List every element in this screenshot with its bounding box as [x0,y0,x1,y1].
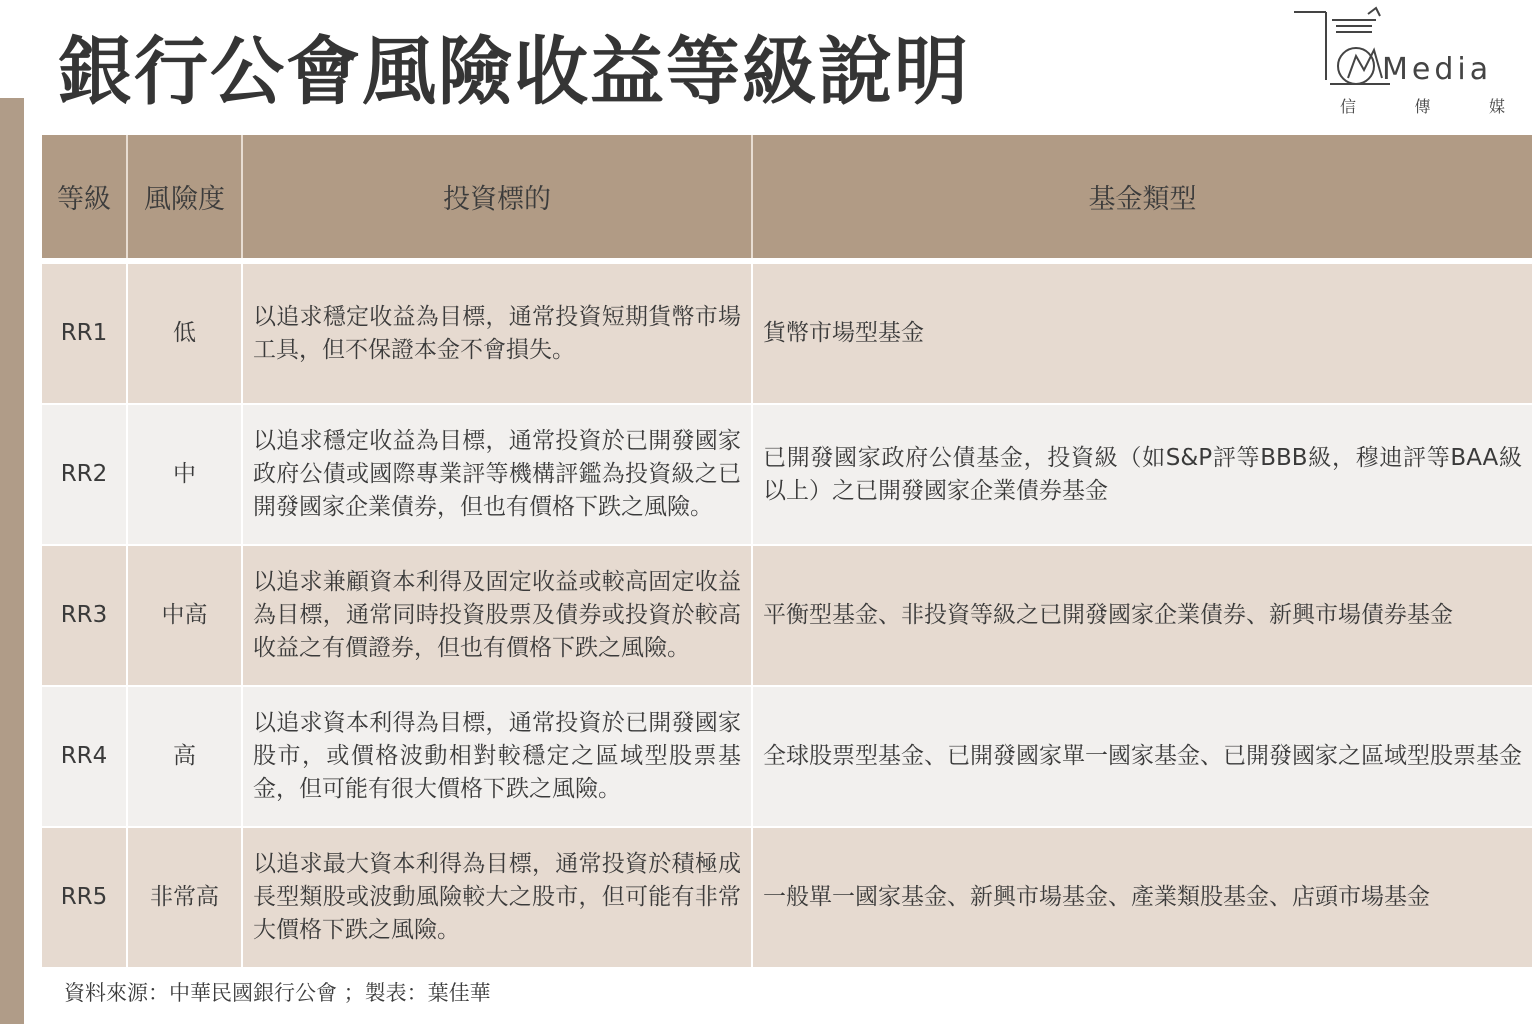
table-row [42,827,1532,968]
target-cell: 以追求兼顧資本利得及固定收益或較高固定收益為目標，通常同時投資股票及債券或投資於較高收益之有價證券，但也有價格下跌之風險。 [242,545,752,686]
logo-subtitle-char: 媒 [1488,97,1505,116]
risk-cell: 低 [127,261,242,404]
risk-cell: 高 [127,686,242,827]
fund-cell: 平衡型基金、非投資等級之已開發國家企業債券、新興市場債券基金 [752,545,1532,686]
table-header-row [42,135,1532,261]
risk-cell: 非常高 [127,827,242,968]
grade-cell: RR3 [42,545,127,686]
brand-logo [1290,4,1520,120]
logo-subtitle-char: 信 [1340,97,1357,116]
logo-wordmark: Media [1382,52,1493,87]
logo-subtitle [1340,96,1505,118]
header-target: 投資標的 [242,135,752,261]
fund-cell: 全球股票型基金、已開發國家單一國家基金、已開發國家之區域型股票基金 [752,686,1532,827]
header-grade: 等級 [42,135,127,261]
grade-cell: RR4 [42,686,127,827]
logo-subtitle-char: 傳 [1414,97,1431,116]
header-fund-type: 基金類型 [752,135,1532,261]
header-risk: 風險度 [127,135,242,261]
target-cell: 以追求穩定收益為目標，通常投資於已開發國家政府公債或國際專業評等機構評鑑為投資級之已開發國家企業債券，但也有價格下跌之風險。 [242,404,752,545]
grade-cell: RR1 [42,261,127,404]
fund-cell: 貨幣市場型基金 [752,261,1532,404]
fund-cell: 已開發國家政府公債基金，投資級（如S&P評等BBB級，穆迪評等BAA級以上）之已開發國家企業債券基金 [752,404,1532,545]
table-row [42,545,1532,686]
source-note: 資料來源：中華民國銀行公會 ；製表：葉佳華 [64,981,491,1005]
left-accent-bar [0,98,24,1024]
target-cell: 以追求穩定收益為目標，通常投資短期貨幣市場工具，但不保證本金不會損失。 [242,261,752,404]
target-cell: 以追求最大資本利得為目標，通常投資於積極成長型類股或波動風險較大之股市，但可能有非常大價格下跌之風險。 [242,827,752,968]
table-row [42,686,1532,827]
risk-grade-table [42,135,1532,969]
risk-cell: 中高 [127,545,242,686]
table-row [42,404,1532,545]
grade-cell: RR5 [42,827,127,968]
grade-cell: RR2 [42,404,127,545]
page-title: 銀行公會風險收益等級說明 [58,29,970,115]
table-row [42,261,1532,404]
fund-cell: 一般單一國家基金、新興市場基金、產業類股基金、店頭市場基金 [752,827,1532,968]
target-cell: 以追求資本利得為目標，通常投資於已開發國家股市，或價格波動相對較穩定之區域型股票基金，但可能有很大價格下跌之風險。 [242,686,752,827]
risk-cell: 中 [127,404,242,545]
